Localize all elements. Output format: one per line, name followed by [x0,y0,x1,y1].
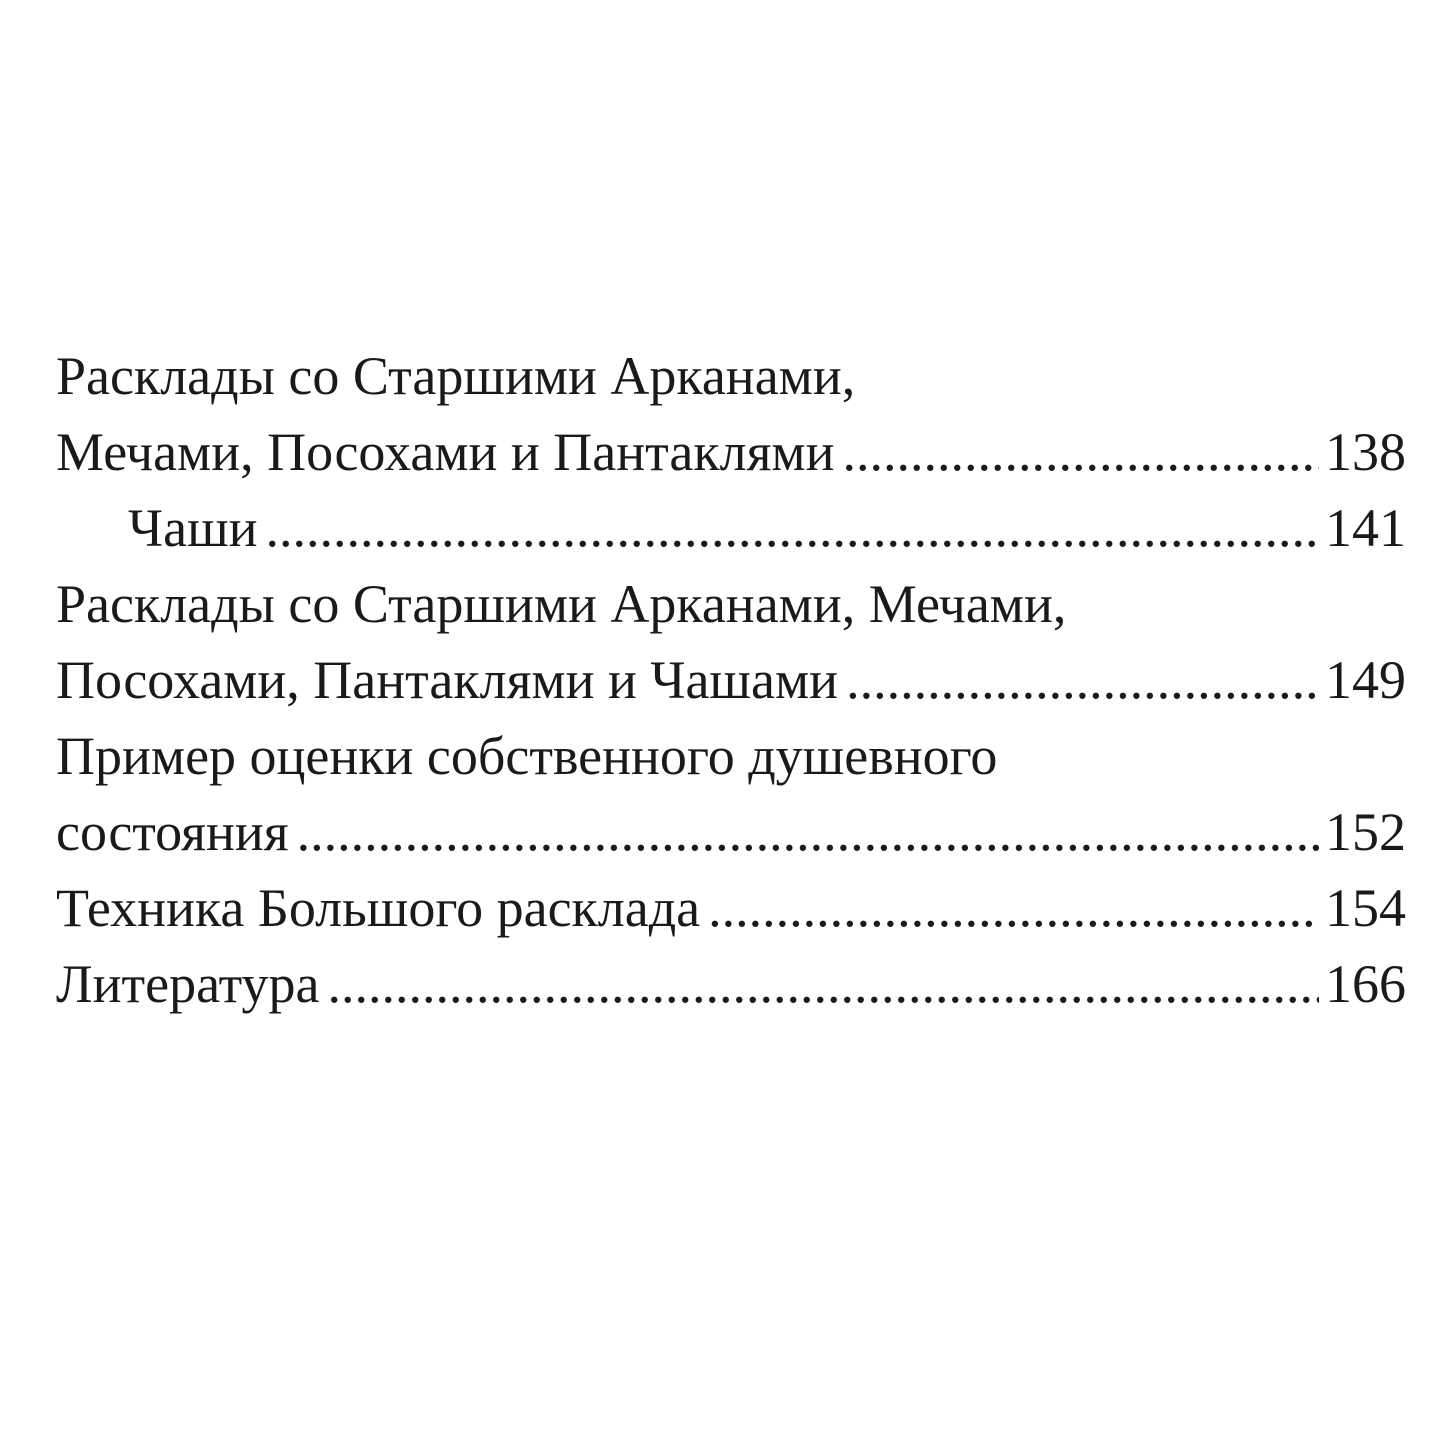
toc-entry-line [56,946,1406,1022]
toc-page-number: 154 [1325,878,1406,938]
toc-entry-title: Мечами, Посохами и Пантаклями [56,422,835,482]
toc-entry-title: Чаши [128,498,258,558]
toc-entry-line [56,870,1406,946]
toc-entry-title: Техника Большого расклада [56,878,701,938]
dot-leader [708,870,1319,946]
toc-entry-line [56,414,1406,490]
table-of-contents [56,338,1406,1022]
dot-leader [266,490,1319,566]
dot-leader [843,414,1320,490]
toc-entry-line [56,794,1406,870]
toc-entry-line [56,566,1406,642]
toc-entry-title: Литература [56,954,320,1014]
toc-entry-line [56,338,1406,414]
toc-page-number: 152 [1325,802,1406,862]
toc-entry-line [56,718,1406,794]
toc-entry-line [56,642,1406,718]
dot-leader [328,946,1319,1022]
toc-entry-title: Расклады со Старшими Арканами, Мечами, [56,574,1067,634]
toc-page-number: 149 [1325,650,1406,710]
toc-page-number: 138 [1325,422,1406,482]
toc-entry-line [56,490,1406,566]
toc-entry-title: Пример оценки собственного душевного [56,726,998,786]
toc-page-number: 141 [1325,498,1406,558]
toc-entry-title: Посохами, Пантаклями и Чашами [56,650,839,710]
dot-leader [297,794,1319,870]
toc-entry-title: состояния [56,802,289,862]
toc-page-number: 166 [1325,954,1406,1014]
dot-leader [846,642,1319,718]
toc-entry-title: Расклады со Старшими Арканами, [56,346,856,406]
